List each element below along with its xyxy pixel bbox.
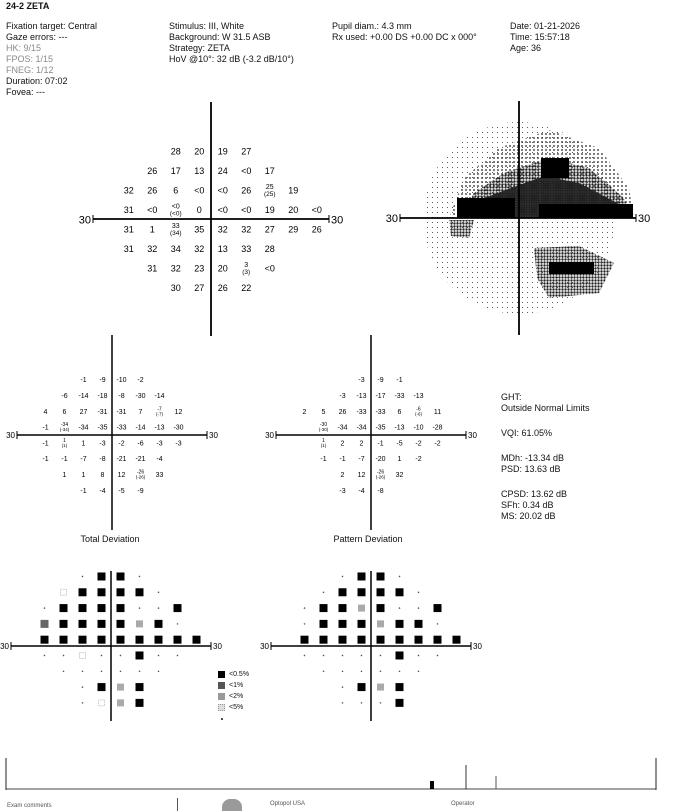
threshold-value: 35 [194, 224, 205, 235]
threshold-value: 32 [123, 185, 134, 196]
threshold-retest-value: (-26) [375, 474, 386, 480]
threshold-value: -8 [118, 393, 125, 400]
company-name: Optopol USA [270, 801, 306, 807]
threshold-value: -1 [320, 456, 327, 464]
exam-comments-label: Exam comments [7, 803, 52, 809]
threshold-value: -13 [154, 424, 165, 432]
threshold-value: 24 [217, 165, 228, 176]
threshold-value: 17 [170, 165, 181, 176]
threshold-retest-value: (-34) [59, 427, 70, 433]
threshold-retest-value: (1) [320, 442, 327, 448]
threshold-value: -14 [154, 393, 165, 400]
threshold-value: -5 [396, 440, 403, 448]
threshold-value: 2 [359, 440, 364, 448]
threshold-value: -30 [319, 422, 328, 429]
threshold-value: 17 [264, 165, 275, 176]
threshold-value: 1 [81, 472, 86, 479]
threshold-value: -9 [377, 377, 384, 385]
threshold-value: 5 [321, 408, 326, 416]
threshold-value: 26 [217, 282, 228, 293]
threshold-value: 19 [217, 146, 228, 157]
threshold-value: -20 [375, 456, 386, 464]
threshold-value: -9 [137, 487, 144, 495]
axis-label-left: 30 [260, 642, 269, 651]
threshold-value: -3 [99, 440, 106, 448]
threshold-value: 2 [340, 440, 345, 448]
age-text: Age: 36 [510, 43, 542, 53]
legend-label: <1% [229, 682, 244, 689]
threshold-value: 33 [241, 243, 252, 254]
threshold-value: 23 [194, 263, 205, 274]
test-info-line: Gaze errors: --- [6, 32, 68, 42]
threshold-value: -5 [118, 487, 125, 495]
threshold-value: 32 [241, 224, 252, 235]
threshold-value: 32 [170, 263, 181, 274]
threshold-retest-value: (25) [263, 190, 276, 198]
company-logo [222, 799, 242, 811]
threshold-value: 31 [147, 263, 158, 274]
threshold-value: -7 [157, 406, 162, 413]
threshold-value: 4 [43, 408, 48, 416]
ght-label: GHT: [501, 392, 522, 402]
axis-label-left: 30 [265, 431, 274, 440]
threshold-value: 12 [174, 408, 183, 416]
threshold-value: 1 [322, 437, 325, 444]
threshold-retest-value: (-26) [135, 474, 146, 480]
threshold-value: -1 [80, 377, 87, 385]
threshold-value: 19 [264, 204, 275, 215]
threshold-value: 1 [81, 440, 86, 448]
threshold-value: 6 [62, 408, 67, 416]
threshold-value: -1 [80, 487, 87, 495]
threshold-retest-value: (3) [242, 268, 251, 276]
threshold-value: 1 [62, 472, 67, 479]
threshold-value: 32 [395, 472, 404, 479]
threshold-retest-value: (1) [61, 442, 68, 448]
threshold-retest-value: (<0) [169, 210, 182, 218]
time-text: Time: 15:57:18 [510, 32, 570, 42]
threshold-value: -4 [358, 487, 365, 495]
threshold-value: <0 [194, 185, 205, 196]
threshold-value: 20 [288, 204, 299, 215]
threshold-value: -3 [156, 440, 163, 448]
sf-value: SFh: 0.34 dB [501, 500, 554, 510]
threshold-value: -14 [78, 393, 89, 400]
threshold-value: <0 [311, 204, 322, 215]
threshold-value: 13 [217, 243, 228, 254]
test-info-line: FNEG: 1/12 [6, 65, 54, 75]
pattern-deviation-caption: Pattern Deviation [333, 534, 403, 544]
threshold-value: 6 [397, 408, 402, 416]
threshold-value: -3 [339, 487, 346, 495]
threshold-value: 6 [173, 185, 179, 196]
threshold-value: -2 [415, 456, 422, 464]
operator-label: Operator [451, 801, 475, 807]
threshold-value: -28 [432, 424, 443, 432]
threshold-value: -8 [99, 456, 106, 464]
threshold-value: -13 [413, 393, 424, 400]
threshold-value: 20 [194, 146, 205, 157]
threshold-value: -33 [116, 424, 127, 432]
axis-label-right: 30 [331, 214, 344, 227]
footer-divider [177, 798, 178, 811]
threshold-value: -21 [116, 456, 127, 464]
threshold-value: -2 [434, 440, 441, 448]
threshold-value: -18 [97, 393, 108, 400]
strategy-text: Strategy: ZETA [169, 43, 230, 53]
threshold-value: -6 [61, 393, 68, 400]
axis-label-right: 30 [473, 642, 482, 651]
axis-label-left: 30 [0, 642, 9, 651]
threshold-value: -10 [413, 424, 424, 432]
threshold-value: 32 [194, 243, 205, 254]
threshold-value: <0 [217, 185, 228, 196]
md-value: MDh: -13.34 dB [501, 453, 565, 463]
threshold-value: 26 [311, 224, 322, 235]
threshold-value: 27 [241, 146, 252, 157]
threshold-value: 34 [170, 243, 181, 254]
threshold-value: -10 [116, 377, 127, 385]
threshold-value: -13 [356, 393, 367, 400]
threshold-value: 12 [357, 472, 366, 479]
threshold-value: 26 [147, 185, 158, 196]
threshold-value: -21 [135, 456, 146, 464]
threshold-retest-value: (-30) [318, 427, 329, 433]
ght-value: Outside Normal Limits [501, 403, 590, 413]
threshold-value: 1 [397, 456, 402, 464]
legend-label: <0.5% [229, 671, 250, 678]
threshold-value: -1 [42, 440, 49, 448]
vqi-value: VQI: 61.05% [501, 428, 553, 438]
threshold-value: 3 [244, 261, 249, 269]
threshold-value: -34 [356, 424, 367, 432]
threshold-value: -31 [116, 408, 127, 416]
threshold-value: 26 [338, 408, 347, 416]
threshold-value: -1 [42, 456, 49, 464]
test-info-line: FPOS: 1/15 [6, 54, 54, 64]
threshold-value: -34 [337, 424, 348, 432]
threshold-value: -6 [416, 406, 421, 413]
axis-label-right: 30 [638, 213, 651, 225]
cpsd-value: CPSD: 13.62 dB [501, 489, 568, 499]
threshold-value: 11 [433, 408, 442, 416]
threshold-value: 31 [123, 243, 134, 254]
threshold-value: 1 [149, 224, 155, 235]
threshold-value: <0 [241, 165, 252, 176]
threshold-value: -13 [394, 424, 405, 432]
threshold-value: 2 [340, 472, 345, 479]
threshold-value: -8 [377, 487, 384, 495]
threshold-value: 33 [155, 472, 164, 479]
threshold-value: -2 [415, 440, 422, 448]
rx-used-text: Rx used: +0.00 DS +0.00 DC x 000° [332, 32, 477, 42]
threshold-value: -1 [339, 456, 346, 464]
threshold-value: <0 [171, 203, 180, 211]
threshold-value: -7 [358, 456, 365, 464]
axis-label-right: 30 [468, 431, 477, 440]
threshold-value: 19 [288, 185, 299, 196]
threshold-value: 30 [170, 282, 181, 293]
threshold-value: -3 [339, 393, 346, 400]
threshold-value: -6 [137, 440, 144, 448]
threshold-retest-value: (34) [169, 229, 182, 237]
trace-spike [430, 781, 434, 789]
threshold-value: -30 [135, 393, 146, 400]
axis-label-left: 30 [6, 431, 15, 440]
threshold-value: 27 [264, 224, 275, 235]
test-info-line: Fovea: --- [6, 87, 46, 97]
threshold-value: 32 [147, 243, 158, 254]
pupil-diameter-text: Pupil diam.: 4.3 mm [332, 21, 412, 31]
threshold-value: 27 [79, 408, 88, 416]
threshold-value: -33 [356, 408, 367, 416]
threshold-value: -31 [97, 408, 108, 416]
legend-label: <2% [229, 693, 244, 700]
threshold-value: 31 [123, 224, 134, 235]
threshold-retest-value: (-7) [156, 411, 163, 417]
threshold-value: -2 [118, 440, 125, 448]
threshold-value: 20 [217, 263, 228, 274]
threshold-value: 28 [170, 146, 181, 157]
threshold-value: -17 [375, 393, 386, 400]
threshold-value: -9 [99, 377, 106, 385]
axis-label-left: 30 [78, 214, 91, 227]
total-deviation-caption: Total Deviation [80, 534, 140, 544]
psd-value: PSD: 13.63 dB [501, 464, 561, 474]
threshold-value: -2 [137, 377, 144, 385]
threshold-value: 7 [138, 408, 143, 416]
threshold-value: <0 [217, 204, 228, 215]
threshold-value: <0 [264, 263, 275, 274]
threshold-value: 26 [241, 185, 252, 196]
threshold-value: 0 [196, 204, 202, 215]
threshold-value: 33 [171, 222, 180, 230]
threshold-value: 27 [194, 282, 205, 293]
threshold-value: <0 [241, 204, 252, 215]
threshold-value: -35 [375, 424, 386, 432]
stimulus-text: Stimulus: III, White [169, 21, 245, 31]
threshold-value: -3 [175, 440, 182, 448]
threshold-value: 31 [123, 204, 134, 215]
threshold-value: 29 [288, 224, 299, 235]
threshold-value: -26 [136, 469, 145, 476]
ms-value: MS: 20.02 dB [501, 511, 556, 521]
threshold-value: -34 [60, 422, 69, 429]
threshold-value: -1 [61, 456, 68, 464]
threshold-value: -3 [358, 377, 365, 385]
threshold-value: -1 [396, 377, 403, 385]
threshold-value: 28 [264, 243, 275, 254]
test-info-line: Fixation target: Central [6, 21, 98, 31]
threshold-value: <0 [147, 204, 158, 215]
threshold-value: -34 [78, 424, 89, 432]
threshold-value: 2 [302, 408, 307, 416]
date-text: Date: 01-21-2026 [510, 21, 581, 31]
background-text: Background: W 31.5 ASB [169, 32, 271, 42]
threshold-value: 32 [217, 224, 228, 235]
threshold-value: -7 [80, 456, 87, 464]
threshold-value: 8 [100, 472, 105, 479]
threshold-value: -1 [377, 440, 384, 448]
threshold-value: -4 [156, 456, 163, 464]
report-title: 24-2 ZETA [6, 1, 50, 11]
threshold-retest-value: (-6) [415, 411, 422, 417]
test-info-line: Duration: 07:02 [6, 76, 68, 86]
threshold-value: 12 [117, 472, 126, 479]
threshold-value: -26 [376, 469, 385, 476]
axis-label-right: 30 [213, 642, 222, 651]
threshold-value: -14 [135, 424, 146, 432]
threshold-value: 1 [63, 437, 66, 444]
legend-label: <5% [229, 704, 244, 711]
threshold-value: 26 [147, 165, 158, 176]
threshold-value: 13 [194, 165, 205, 176]
axis-label-left: 30 [385, 213, 398, 225]
threshold-value: -30 [173, 424, 184, 432]
threshold-value: -35 [97, 424, 108, 432]
threshold-value: -33 [375, 408, 386, 416]
axis-label-right: 30 [209, 431, 218, 440]
threshold-value: -4 [99, 487, 106, 495]
threshold-value: 25 [265, 183, 274, 191]
hov-text: HoV @10°: 32 dB (-3.2 dB/10°) [169, 54, 294, 64]
threshold-value: 22 [241, 282, 252, 293]
threshold-value: -1 [42, 424, 49, 432]
threshold-value: -33 [394, 393, 405, 400]
test-info-line: HK: 9/15 [6, 43, 42, 53]
